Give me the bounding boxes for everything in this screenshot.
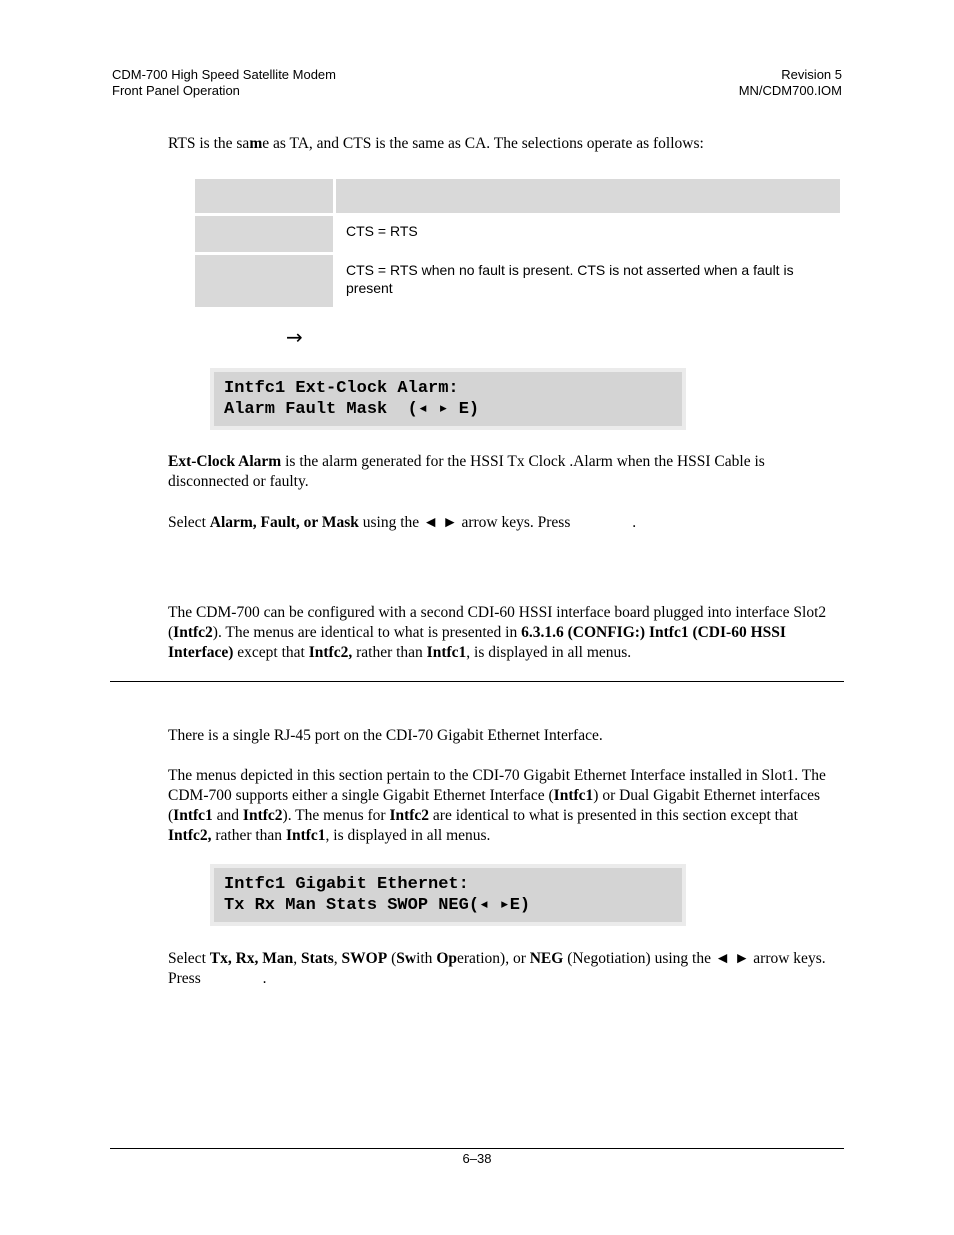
- table-row: [195, 216, 840, 252]
- header-revision: Revision 5: [781, 67, 842, 82]
- page-number: 6–38: [462, 1151, 492, 1166]
- lcd-display-gigabit: [210, 864, 686, 926]
- footer-divider: [110, 1148, 844, 1149]
- table-row: [195, 255, 840, 307]
- ext-clock-paragraph: Ext-Clock Alarm is the alarm generated for the HSSI Tx Clock .Alarm when the HSSI Cable is disconnected or faulty.: [168, 453, 765, 490]
- lcd-display-ext-clock: [210, 368, 686, 430]
- rts-intro-paragraph: RTS is the same as TA, and CTS is the same as CA. The selections operate as follows:: [168, 135, 704, 152]
- table-header-row: [195, 179, 840, 213]
- select-gigabit-instruction: Select Tx, Rx, Man, Stats, SWOP (Swith Operation), or NEG (Negotiation) using the ◄ ► arrow keys. Press .: [168, 950, 826, 987]
- rj45-paragraph: There is a single RJ-45 port on the CDI-70 Gigabit Ethernet Interface.: [168, 727, 603, 744]
- select-alarm-instruction: Select Alarm, Fault, or Mask using the ◄ ► arrow keys. Press .: [168, 514, 637, 531]
- section-divider: [110, 681, 844, 682]
- selection-table: [192, 176, 843, 310]
- gigabit-menus-paragraph: The menus depicted in this section pertain to the CDI-70 Gigabit Ethernet Interface installed in Slot1. The CDM-700 supports either a single Gigabit Ethernet Interface (Intfc1) or Dual Gigabit Ethernet interfaces (Intfc1 and Intfc2). The menus for Intfc2 are identical to what is presented in this section except that Intfc2, rather than Intfc1, is displayed in all menus.: [168, 767, 826, 844]
- table-header-cell: [336, 179, 840, 213]
- lcd-line-1: Intfc1 Gigabit Ethernet:: [224, 875, 469, 894]
- table-cell-description: CTS = RTS: [346, 223, 418, 239]
- header-doc-title: CDM-700 High Speed Satellite Modem: [112, 67, 336, 82]
- table-cell-selection: [195, 255, 333, 307]
- running-header-left: [112, 67, 336, 99]
- right-arrow-icon: →: [286, 325, 303, 349]
- running-header-right: [739, 67, 842, 99]
- header-chapter: Front Panel Operation: [112, 83, 240, 98]
- intfc2-paragraph: The CDM-700 can be configured with a second CDI-60 HSSI interface board plugged into interface Slot2 (Intfc2). The menus are identical to what is presented in 6.3.1.6 (CONFIG:) Intfc1 (CDI-60 HSSI Interface) except that Intfc2, rather than Intfc1, is displayed in all menus.: [168, 604, 827, 661]
- table-cell-description: CTS = RTS when no fault is present. CTS is not asserted when a fault is present: [346, 262, 794, 296]
- table-cell-selection: [195, 216, 333, 252]
- header-doc-number: MN/CDM700.IOM: [738, 83, 842, 98]
- lcd-line-2: Alarm Fault Mask (◂ ▸ E): [224, 400, 480, 419]
- table-header-cell: [195, 179, 333, 213]
- lcd-line-1: Intfc1 Ext-Clock Alarm:: [224, 379, 459, 398]
- lcd-line-2: Tx Rx Man Stats SWOP NEG(◂ ▸E): [224, 896, 531, 915]
